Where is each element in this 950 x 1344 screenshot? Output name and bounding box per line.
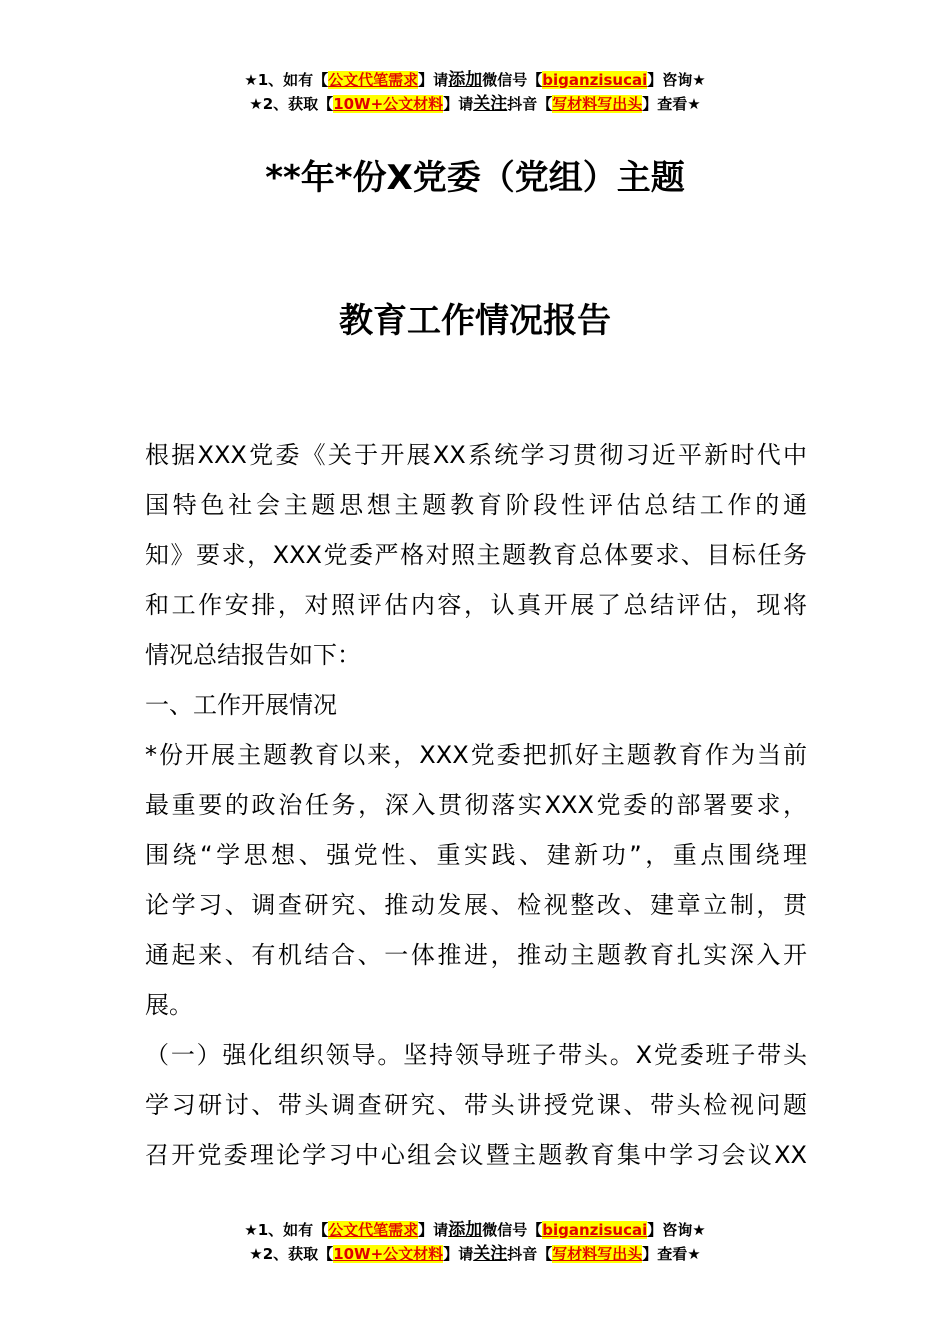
- t: 】咨询★: [647, 71, 706, 89]
- body-line: 围绕“学思想、强党性、重实践、建新功”，重点围绕理: [145, 841, 807, 869]
- t: ★1、如有【: [244, 71, 329, 89]
- t: ★2、获取【: [249, 1245, 334, 1263]
- body-line: 学习研讨、带头调查研究、带头讲授党课、带头检视问题: [145, 1091, 807, 1119]
- highlight: biganzisucai: [542, 1221, 648, 1239]
- t: ★1、如有【: [244, 1221, 329, 1239]
- t: 】查看★: [642, 95, 701, 113]
- footer-banner: [0, 1218, 950, 1266]
- t: 抖音【: [507, 95, 553, 113]
- highlight: biganzisucai: [542, 71, 648, 89]
- t: 】请: [443, 95, 474, 113]
- t: 】请: [418, 71, 449, 89]
- title-line-1: **年*份X党委（党组）主题: [265, 158, 685, 198]
- t: 抖音【: [507, 1245, 553, 1263]
- banner-line-2: [0, 92, 950, 116]
- body-line: 根据XXX党委《关于开展XX系统学习贯彻习近平新时代中: [145, 441, 807, 469]
- banner-line-2: [0, 1242, 950, 1266]
- t: 关注: [473, 94, 508, 114]
- highlight: 公文代笔需求: [328, 71, 419, 89]
- body-line: 和工作安排，对照评估内容，认真开展了总结评估，现将: [145, 591, 807, 619]
- body-line: 知》要求，XXX党委严格对照主题教育总体要求、目标任务: [145, 541, 807, 569]
- body-line: 一、工作开展情况: [145, 691, 337, 719]
- body-line: *份开展主题教育以来，XXX党委把抓好主题教育作为当前: [145, 741, 807, 769]
- t: 】咨询★: [647, 1221, 706, 1239]
- highlight: 10W+公文材料: [333, 95, 444, 113]
- body-line: 情况总结报告如下：: [145, 641, 361, 669]
- t: 】请: [443, 1245, 474, 1263]
- header-banner: [0, 68, 950, 116]
- t: 添加: [448, 1220, 483, 1240]
- body-line: 国特色社会主题思想主题教育阶段性评估总结工作的通: [145, 491, 807, 519]
- banner-line-1: [0, 68, 950, 92]
- t: 】查看★: [642, 1245, 701, 1263]
- body-line: 最重要的政治任务，深入贯彻落实XXX党委的部署要求，: [145, 791, 807, 819]
- body-line: 召开党委理论学习中心组会议暨主题教育集中学习会议XX: [145, 1141, 807, 1169]
- t: 】请: [418, 1221, 449, 1239]
- t: ★2、获取【: [249, 95, 334, 113]
- highlight: 写材料写出头: [552, 95, 643, 113]
- body-line: 展。: [145, 991, 193, 1019]
- body-line: 论学习、调查研究、推动发展、检视整改、建章立制，贯: [145, 891, 807, 919]
- t: 关注: [473, 1244, 508, 1264]
- t: 微信号【: [482, 1221, 543, 1239]
- body-line: （一）强化组织领导。坚持领导班子带头。X党委班子带头: [145, 1041, 807, 1069]
- t: 添加: [448, 70, 483, 90]
- body-text: [145, 430, 807, 1180]
- t: 微信号【: [482, 71, 543, 89]
- highlight: 公文代笔需求: [328, 1221, 419, 1239]
- body-line: 通起来、有机结合、一体推进，推动主题教育扎实深入开: [145, 941, 807, 969]
- highlight: 写材料写出头: [552, 1245, 643, 1263]
- title-line-2: 教育工作情况报告: [339, 301, 611, 341]
- highlight: 10W+公文材料: [333, 1245, 444, 1263]
- banner-line-1: [0, 1218, 950, 1242]
